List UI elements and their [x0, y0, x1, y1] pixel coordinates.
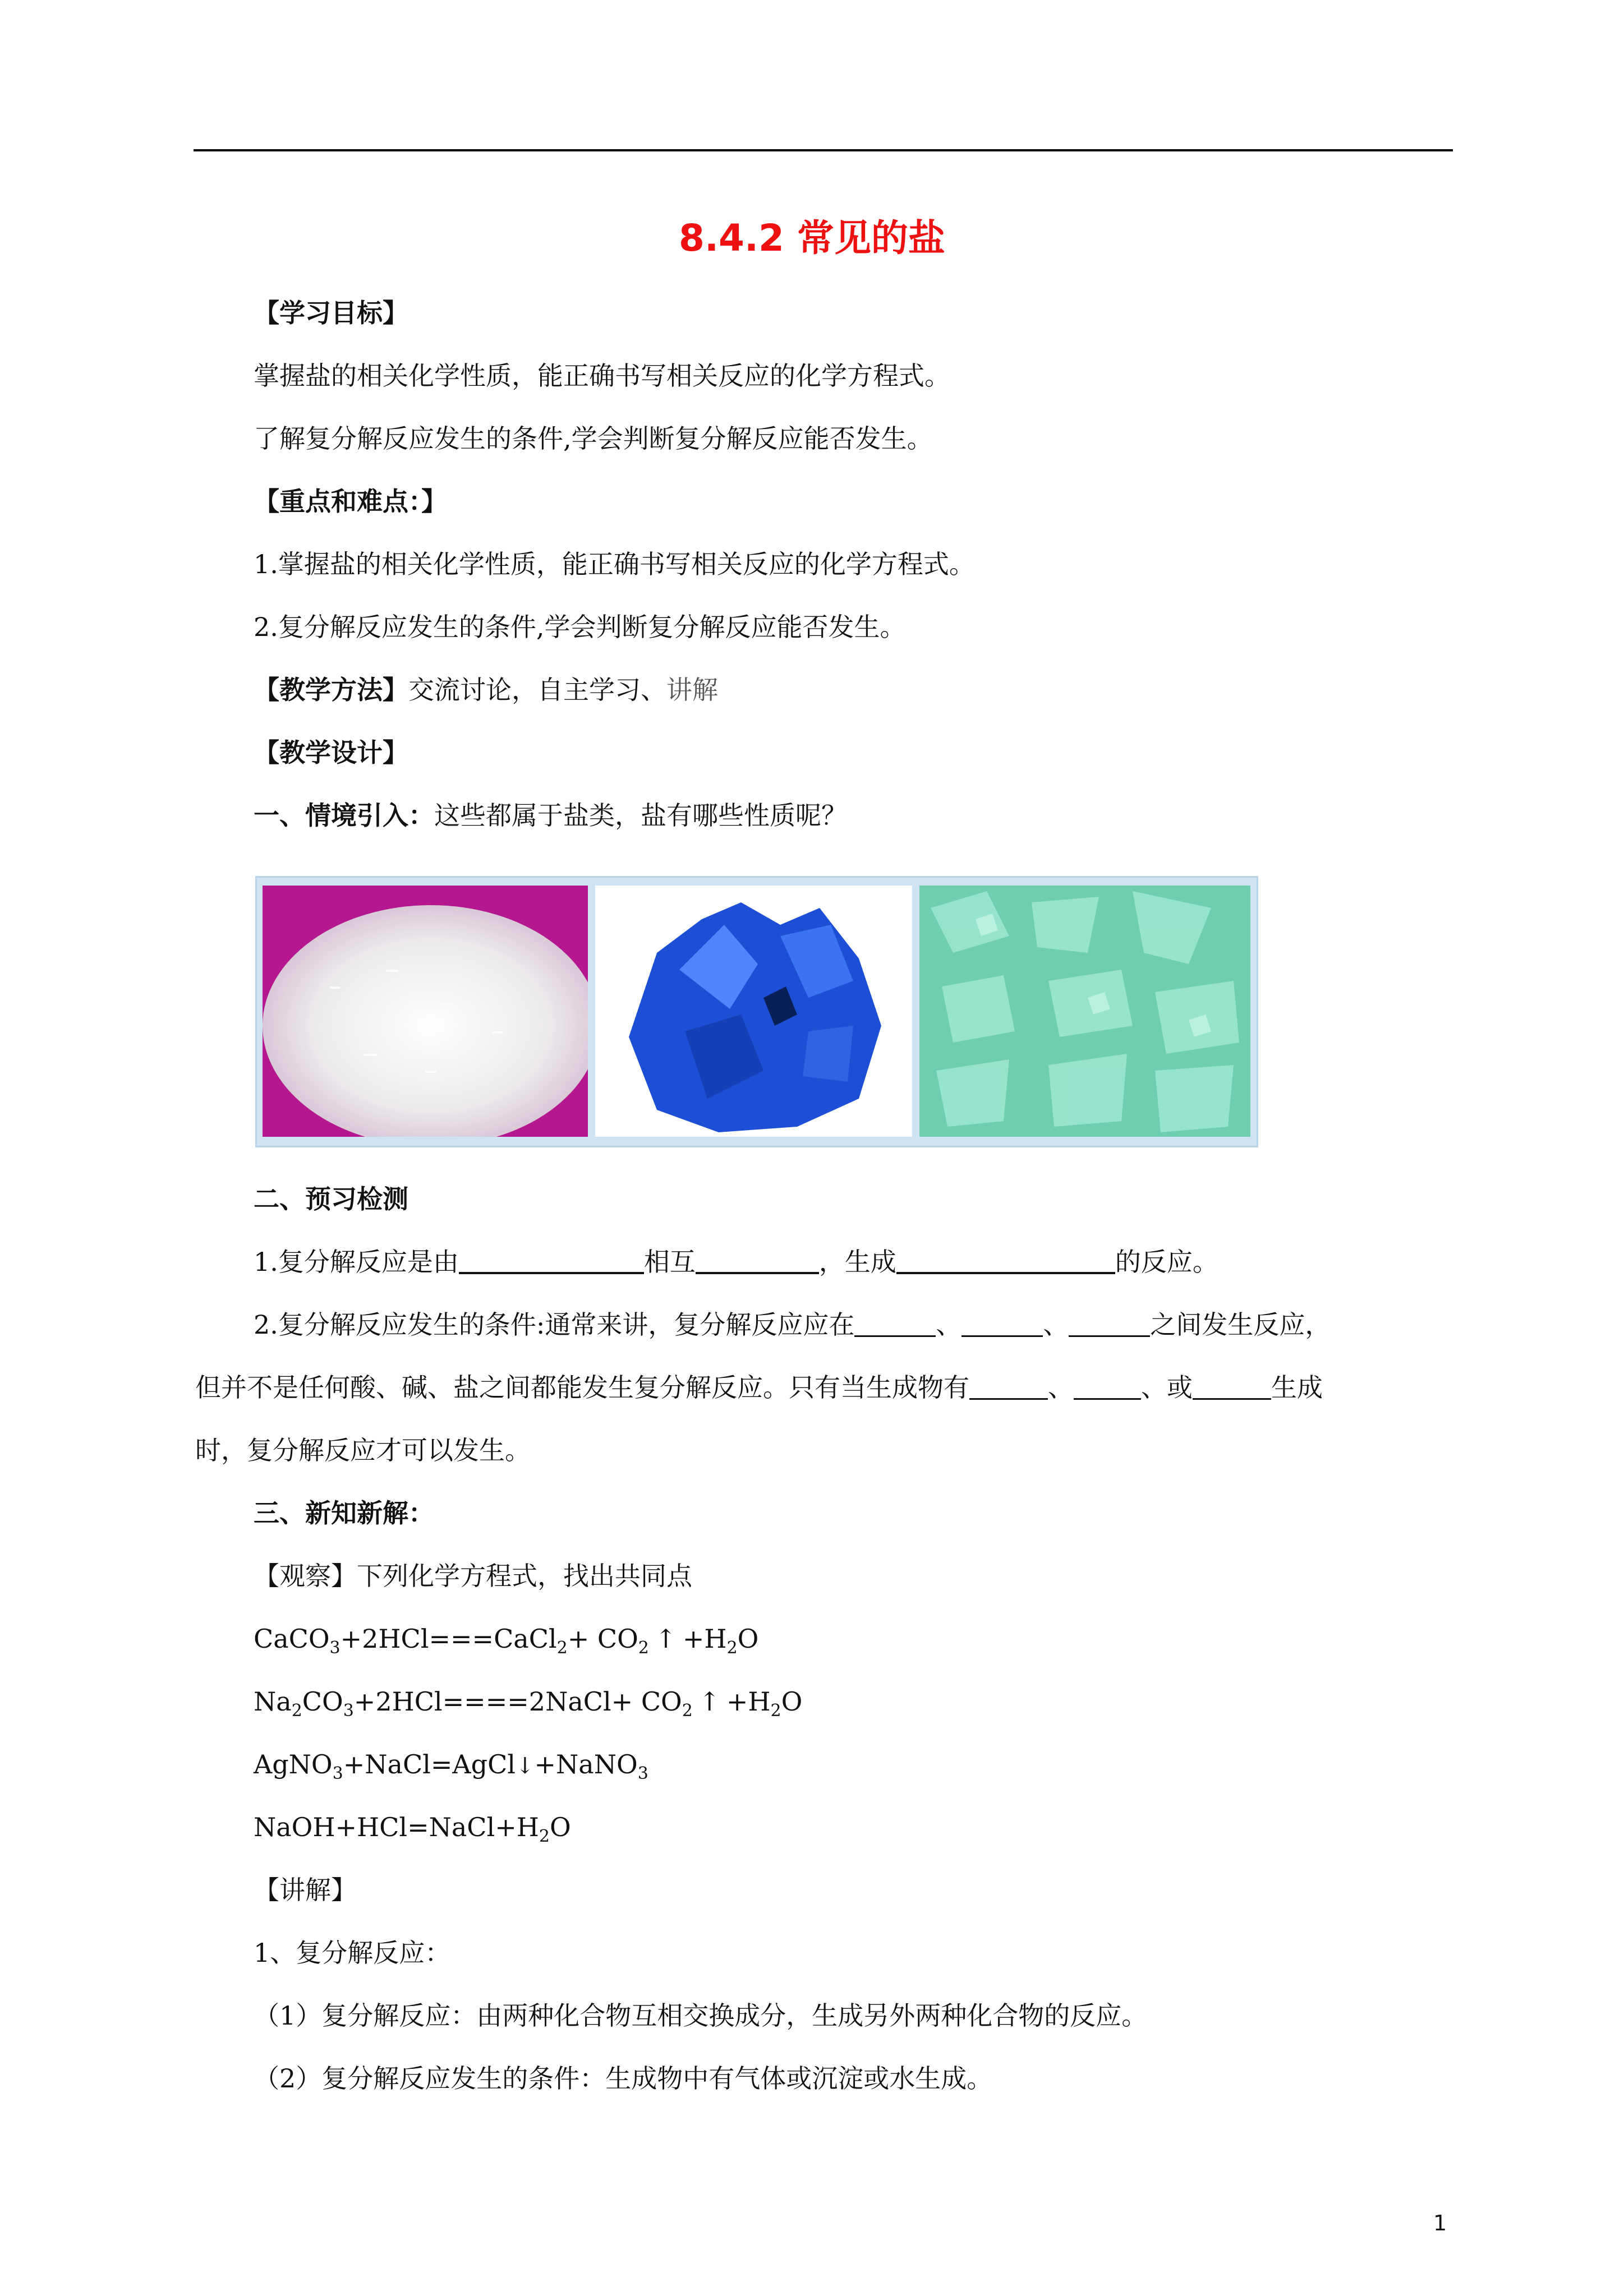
q1-text: 1.复分解反应是由 [254, 1247, 459, 1277]
explain-item: 1、复分解反应： [254, 1938, 451, 1968]
answer-blank[interactable] [1069, 1311, 1150, 1337]
green-crystals-photo [919, 886, 1250, 1137]
equation-2: $Na_2CO_3+2HCl====2NaCl+ CO_2$ ↑ $+H_2O$ [254, 1685, 802, 1728]
objective-item: 了解复分解反应发生的条件,学会判断复分解反应能否发生。 [254, 423, 933, 454]
equation-3: AgNO$_3$+NaCl=AgCl↓+NaNO$_3$ [254, 1749, 648, 1783]
q2-text: 、 [936, 1310, 962, 1340]
equation-1: CaCO$_3$+2HCl===CaCl$_2$+ $CO_2$ ↑ $+H_2O$ [254, 1622, 758, 1665]
observe-line [254, 1559, 692, 1593]
q2-text: 、 [1048, 1372, 1074, 1403]
objective-item: 掌握盐的相关化学性质，能正确书写相关反应的化学方程式。 [254, 361, 950, 391]
q2-text: 、或 [1141, 1372, 1193, 1403]
white-crystals-photo [263, 886, 588, 1137]
blue-crystal-photo [595, 886, 912, 1137]
question-2-line2 [195, 1371, 1323, 1404]
gas-arrow-icon: ↑ [698, 1686, 721, 1717]
method-text-extra: 讲解 [666, 675, 718, 705]
observe-heading: 【观察】 [254, 1561, 357, 1591]
q1-text: 的反应。 [1115, 1247, 1218, 1277]
header-rule [194, 149, 1453, 151]
gas-arrow-icon: ↑ [655, 1624, 677, 1654]
explain-subitem: （1）复分解反应：由两种化合物互相交换成分，生成另外两种化合物的反应。 [254, 2000, 1148, 2031]
answer-blank[interactable] [961, 1311, 1043, 1337]
page-title: 8.4.2 常见的盐 [679, 216, 945, 260]
method-text: 交流讨论，自主学习、 [408, 675, 666, 705]
precipitate-arrow-icon: ↓ [515, 1753, 535, 1779]
question-1 [254, 1245, 1218, 1279]
section1-heading: 一、情境引入： [254, 800, 434, 831]
q1-text: 相互 [643, 1247, 696, 1277]
page-number: 1 [1433, 2211, 1447, 2235]
key-points-heading: 【重点和难点：】 [254, 486, 447, 517]
answer-blank[interactable] [896, 1247, 1115, 1274]
q2-text: 、 [1043, 1310, 1069, 1340]
salt-photos [255, 876, 1258, 1147]
answer-blank[interactable] [1074, 1373, 1141, 1400]
question-2-line3: 时，复分解反应才可以发生。 [195, 1435, 531, 1465]
answer-blank[interactable] [696, 1247, 819, 1274]
section2-heading: 二、预习检测 [254, 1184, 408, 1214]
observe-text: 下列化学方程式，找出共同点 [357, 1561, 692, 1591]
q2-text: 生成 [1271, 1372, 1323, 1403]
q1-text: ，生成 [818, 1247, 896, 1277]
explain-heading: 【讲解】 [254, 1875, 357, 1905]
question-2-line1 [254, 1308, 1331, 1341]
equation-4: $NaOH+HCl=NaCl+H_2O$ [254, 1812, 571, 1846]
q2-text: 之间发生反应， [1150, 1310, 1331, 1340]
q2-text: 2.复分解反应发生的条件:通常来讲，复分解反应应在 [254, 1310, 855, 1340]
answer-blank[interactable] [969, 1373, 1048, 1400]
section1-text: 这些都属于盐类，盐有哪些性质呢？ [434, 800, 847, 831]
teaching-method [254, 673, 718, 707]
q2-text: 但并不是任何酸、碱、盐之间都能发生复分解反应。只有当生成物有 [195, 1372, 969, 1403]
answer-blank[interactable] [854, 1311, 936, 1337]
objectives-heading: 【学习目标】 [254, 298, 408, 328]
answer-blank[interactable] [459, 1247, 644, 1274]
key-point-item: 2.复分解反应发生的条件,学会判断复分解反应能否发生。 [254, 612, 906, 642]
design-heading: 【教学设计】 [254, 737, 408, 768]
explain-subitem: （2）复分解反应发生的条件：生成物中有气体或沉淀或水生成。 [254, 2063, 993, 2094]
key-point-item: 1.掌握盐的相关化学性质，能正确书写相关反应的化学方程式。 [254, 549, 975, 579]
section1-line [254, 799, 847, 832]
section3-heading: 三、新知新解： [254, 1498, 434, 1528]
method-heading: 【教学方法】 [254, 675, 408, 705]
answer-blank[interactable] [1193, 1373, 1271, 1400]
